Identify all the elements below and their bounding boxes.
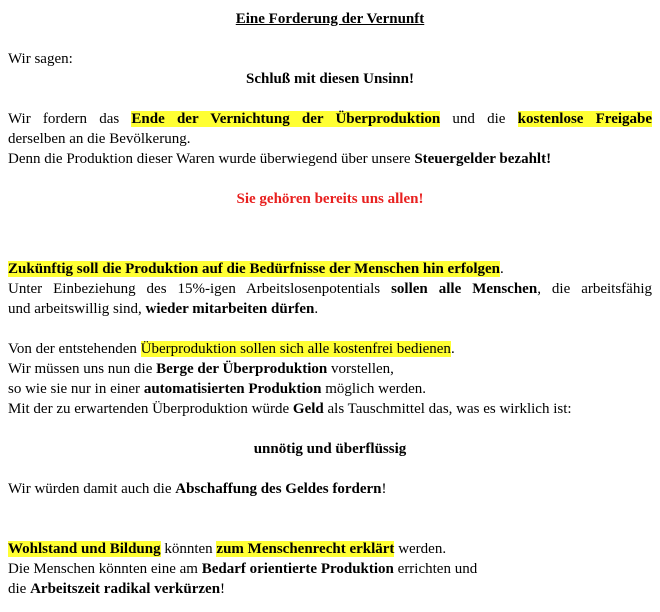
unnecessary-line: unnötig und überflüssig [253,441,407,457]
future-production-line: Zukünftig soll die Produktion auf die Bedürfnisse der Menschen hin erfolgen. [8,261,504,277]
highlight-prosperity: Wohlstand und Bildung [8,541,161,557]
document-title [8,0,652,29]
red-statement: Sie gehören bereits uns allen! [236,191,424,207]
demand-line-1: Wir fordern das Ende der Vernichtung der Überproduktion und die kostenlose Freigabe [8,111,653,127]
slogan-line: Schluß mit diesen Unsinn! [246,71,414,87]
unemployment-line-2: und arbeitswillig sind, wieder mitarbeiten dürfen. [8,301,319,317]
demand-line-2: derselben an die Bevölkerung. [8,131,191,147]
overproduction-line-3: so wie sie nur in einer automatisierten Produktion möglich werden. [8,381,427,397]
prosperity-line-2: Die Menschen könnten eine am Bedarf orientierte Produktion errichten und [8,561,478,577]
highlight-human-right: zum Menschenrecht erklärt [216,541,395,557]
overproduction-line-1: Von der entstehenden Überproduktion sollen sich alle kostenfrei bedienen. [8,341,455,357]
prosperity-line-1: Wohlstand und Bildung könnten zum Menschenrecht erklärt werden. [8,541,447,557]
unemployment-line-1: Unter Einbeziehung des 15%-igen Arbeitslosenpotentials sollen alle Menschen, die arbeitsfähig [8,281,652,297]
highlight-end-destruction: Ende der Vernichtung der Überproduktion [131,111,441,127]
prosperity-line-3: die Arbeitszeit radikal verkürzen! [8,581,226,597]
highlight-free-release: kostenlose Freigabe [517,111,653,127]
highlight-overproduction: Überproduktion sollen sich alle kostenfrei bedienen [140,341,451,357]
abolish-money-line: Wir würden damit auch die Abschaffung des Geldes fordern! [8,481,387,497]
overproduction-line-2: Wir müssen uns nun die Berge der Überproduktion vorstellen, [8,361,394,377]
demand-line-3: Denn die Produktion dieser Waren wurde überwiegend über unsere Steuergelder bezahlt! [8,151,552,167]
overproduction-line-4: Mit der zu erwartenden Überproduktion würde Geld als Tauschmittel das, was es wirklich ist: [8,401,572,417]
intro-line: Wir sagen: [8,51,73,67]
highlight-future-production: Zukünftig soll die Produktion auf die Bedürfnisse der Menschen hin erfolgen [8,261,501,277]
title-text: Eine Forderung der Vernunft [235,11,425,27]
